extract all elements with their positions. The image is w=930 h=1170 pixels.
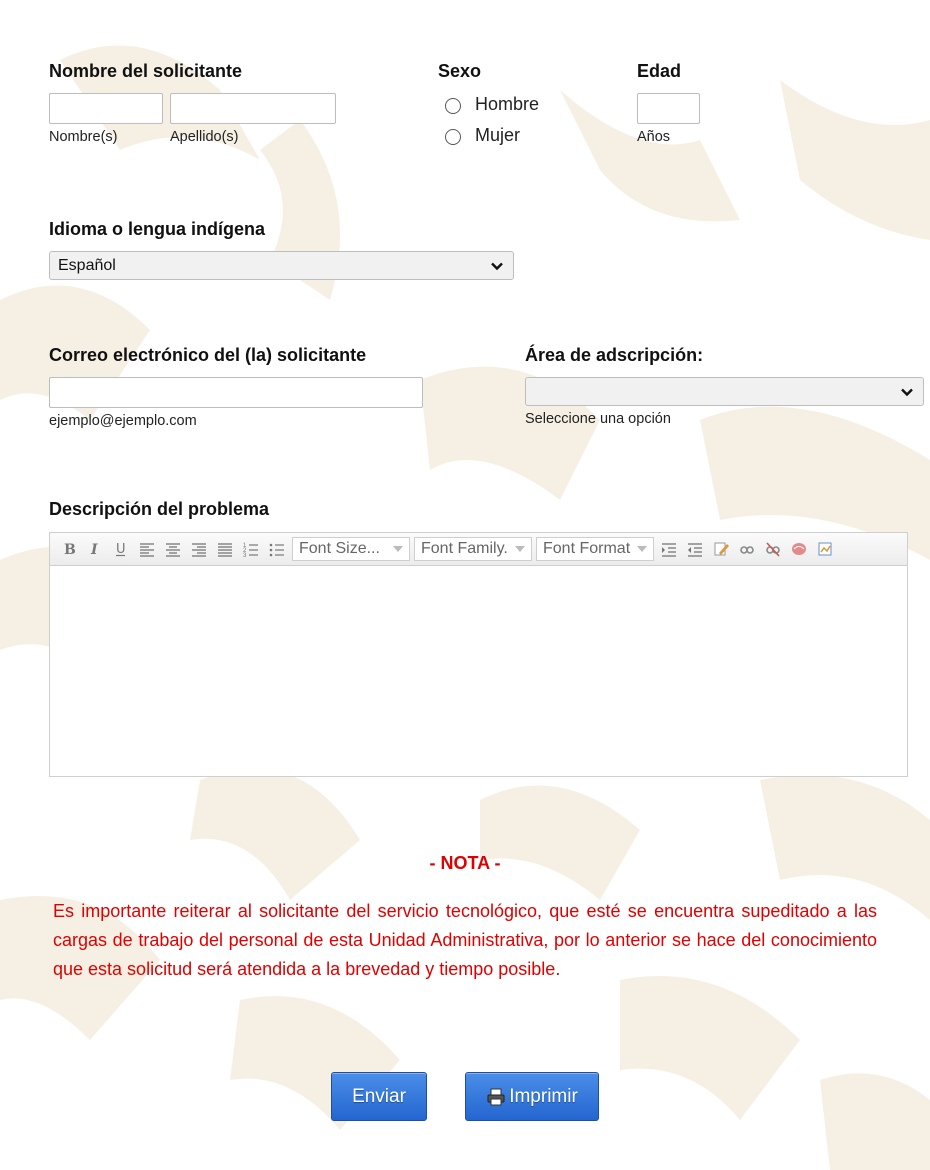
language-selected-value: Español [58, 256, 116, 274]
language-label: Idioma o lengua indígena [49, 219, 266, 239]
age-input[interactable] [637, 93, 700, 124]
description-label: Descripción del problema [49, 499, 270, 519]
age-label: Edad [637, 61, 682, 81]
font-size-placeholder: Font Size... [299, 540, 380, 557]
nota-text: Es importante reiterar al solicitante del servicio tecnológico, que esté se encuentra supeditado a las cargas de trabajo del personal de esta Unidad Administrativa, por lo anterior se hace del conocimiento que esta solicitud será atendida a la brevedad y tiempo posible. [53, 901, 877, 979]
font-family-select[interactable] [414, 537, 532, 561]
font-size-select[interactable] [292, 537, 410, 561]
area-caption: Seleccione una opción [525, 411, 671, 427]
ordered-list-icon[interactable] [240, 538, 262, 560]
align-right-icon[interactable] [188, 538, 210, 560]
unlink-icon[interactable] [762, 538, 784, 560]
svg-text:I: I [91, 542, 98, 557]
age-caption: Años [637, 129, 671, 145]
font-format-select[interactable] [536, 537, 654, 561]
unordered-list-icon[interactable] [266, 538, 288, 560]
outdent-icon[interactable] [684, 538, 706, 560]
italic-icon[interactable] [84, 538, 106, 560]
align-justify-icon[interactable] [214, 538, 236, 560]
rich-text-editor [49, 532, 908, 777]
last-name-input[interactable] [170, 93, 336, 124]
font-family-placeholder: Font Family. [421, 540, 508, 557]
first-name-input[interactable] [49, 93, 163, 124]
print-label: Imprimir [509, 1085, 578, 1107]
editor-content-area[interactable] [50, 566, 907, 776]
name-label: Nombre del solicitante [49, 61, 243, 81]
submit-label: Enviar [352, 1085, 406, 1107]
email-input[interactable] [49, 377, 423, 408]
sex-label: Sexo [438, 61, 482, 81]
indent-icon[interactable] [658, 538, 680, 560]
align-center-icon[interactable] [162, 538, 184, 560]
first-name-caption: Nombre(s) [49, 129, 118, 145]
svg-text:3: 3 [243, 553, 247, 557]
language-select[interactable] [49, 251, 514, 280]
bold-icon[interactable] [58, 538, 80, 560]
svg-text:1: 1 [243, 543, 247, 549]
image-icon[interactable] [788, 538, 810, 560]
align-left-icon[interactable] [136, 538, 158, 560]
svg-text:B: B [64, 542, 76, 557]
printer-icon [486, 1087, 506, 1107]
chevron-down-icon [899, 384, 915, 400]
submit-button[interactable] [331, 1072, 427, 1121]
editor-toolbar [50, 533, 907, 566]
radio-hombre[interactable] [445, 98, 461, 114]
radio-hombre-label[interactable]: Hombre [475, 94, 540, 114]
last-name-caption: Apellido(s) [170, 129, 239, 145]
print-button[interactable] [465, 1072, 599, 1121]
radio-mujer-label[interactable]: Mujer [475, 125, 521, 145]
nota-title: - NOTA - [429, 853, 501, 873]
svg-text:2: 2 [243, 548, 247, 554]
dropdown-arrow-icon [393, 546, 403, 552]
svg-text:U: U [116, 542, 126, 557]
area-label: Área de adscripción: [525, 345, 704, 365]
font-format-placeholder: Font Format [543, 540, 631, 557]
dropdown-arrow-icon [515, 546, 525, 552]
email-caption: ejemplo@ejemplo.com [49, 413, 197, 429]
edit-html-icon[interactable] [710, 538, 732, 560]
link-icon[interactable] [736, 538, 758, 560]
email-label: Correo electrónico del (la) solicitante [49, 345, 367, 365]
underline-icon[interactable] [110, 538, 132, 560]
preview-icon[interactable] [814, 538, 836, 560]
chevron-down-icon [489, 258, 505, 274]
area-select[interactable] [525, 377, 924, 406]
dropdown-arrow-icon [637, 546, 647, 552]
radio-mujer[interactable] [445, 129, 461, 145]
